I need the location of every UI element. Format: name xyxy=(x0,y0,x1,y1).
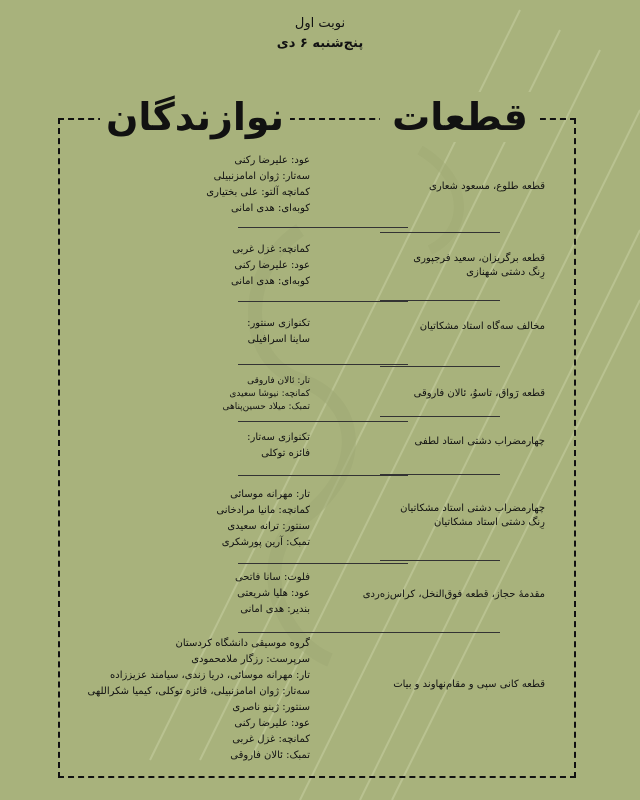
musician-line: تار: ئالان فاروقی xyxy=(247,376,310,386)
piece-line: مخالف سه‌گاه استاد مشکاتیان xyxy=(419,321,545,332)
divider xyxy=(380,416,500,417)
piece-line: قطعه رَواق، تاسوُ، ئالان فاروقی xyxy=(413,388,545,399)
divider xyxy=(238,227,408,228)
piece-line: قطعه کانی سپی و مقام‌نهاوند و بیات xyxy=(393,679,545,690)
piece-line: چهارمضراب دشتی استاد لطفی xyxy=(414,436,545,447)
piece-item xyxy=(330,320,545,334)
musician-line: کمانچه: مانیا مرادخانی xyxy=(216,505,310,516)
musician-group xyxy=(110,316,310,348)
musician-line: تار: مهرانه موسائی xyxy=(230,489,310,500)
musician-line: تار: مهرانه موسائی، دریا زندی، سیامند عزیززاده xyxy=(110,670,310,681)
concert-header xyxy=(0,14,640,54)
divider xyxy=(380,560,500,561)
musician-line: گروه موسیقی دانشگاه کردستان xyxy=(175,638,310,649)
musician-line: سنتور: ژینو ناصری xyxy=(232,702,310,713)
piece-item xyxy=(330,252,545,280)
session-date: پنج‌شنبه ۶ دی xyxy=(276,36,364,51)
musician-line: فلوت: سانا فاتحی xyxy=(234,572,310,583)
piece-item xyxy=(330,678,545,692)
musician-group xyxy=(110,242,310,290)
musician-group xyxy=(110,487,310,551)
musician-line: کمانچه: غزل غربی xyxy=(232,734,310,745)
musician-line: تمبک: میلاد حسین‌پناهی xyxy=(222,402,310,412)
musician-group xyxy=(110,430,310,462)
divider xyxy=(238,364,408,365)
musician-line: بندیر: هدی امانی xyxy=(240,604,310,615)
piece-item xyxy=(330,588,545,602)
musician-line: تکنوازی سه‌تار: xyxy=(247,432,310,443)
piece-line: قطعه طلوع، مسعود شعاری xyxy=(429,181,545,192)
piece-item xyxy=(330,502,545,530)
musician-group xyxy=(110,570,310,618)
divider xyxy=(238,563,408,564)
musician-line: عود: هلیا شریعتی xyxy=(237,588,310,599)
divider xyxy=(238,632,408,633)
piece-item xyxy=(330,387,545,401)
piece-item xyxy=(330,180,545,194)
piece-item xyxy=(330,435,545,449)
piece-line: قطعه برگریزان، سعید فرجپوری xyxy=(413,253,545,264)
musician-line: کوبه‌ای: هدی امانی xyxy=(230,203,310,214)
musicians-title: نوازندگان xyxy=(100,92,290,142)
musician-group xyxy=(110,375,310,414)
musician-line: کمانچه: نیوشا سعیدی xyxy=(229,389,310,399)
divider xyxy=(238,475,408,476)
piece-line: مقدمهٔ حجاز، قطعه فوق‌النخل، کراس‌زه‌ردی xyxy=(362,589,545,600)
session-label: نوبت اول xyxy=(294,16,346,31)
musician-line: کمانچه: غزل غربی xyxy=(232,244,310,255)
divider xyxy=(238,421,408,422)
musician-line: کمانچه آلتو: علی بختیاری xyxy=(206,187,310,198)
musician-line: فائزه توکلی xyxy=(261,448,310,459)
pieces-title: قطعات xyxy=(380,92,540,142)
musician-group xyxy=(110,153,310,217)
musician-line: ساینا اسرافیلی xyxy=(247,334,310,345)
musician-line: سرپرست: رزگار ملامحمودی xyxy=(191,654,310,665)
musician-group xyxy=(87,636,310,764)
musician-line: عود: علیرضا رکنی xyxy=(234,718,310,729)
musician-line: سه‌تار: ژوان امامزنبیلی، فائزه توکلی، کیمیا شکراللهی xyxy=(87,686,310,697)
musician-line: تمبک: آرین پورشکری xyxy=(221,537,310,548)
divider xyxy=(380,366,500,367)
musician-line: کوبه‌ای: هدی امانی xyxy=(230,276,310,287)
piece-line: رِنگ دشتی استاد مشکاتیان xyxy=(434,517,545,528)
musician-line: تکنوازی سنتور: xyxy=(247,318,310,329)
musician-line: تمبک: ئالان فاروقی xyxy=(230,750,310,761)
piece-line: چهارمضراب دشتی استاد مشکاتیان xyxy=(400,503,545,514)
piece-line: رِنگ دشتی شهنازی xyxy=(466,267,545,278)
musician-line: سه‌تار: ژوان امامزنبیلی xyxy=(213,171,310,182)
musician-line: عود: علیرضا رکنی xyxy=(234,260,310,271)
musician-line: سنتور: ترانه سعیدی xyxy=(227,521,310,532)
divider xyxy=(238,301,408,302)
divider xyxy=(380,232,500,233)
musician-line: عود: علیرضا رکنی xyxy=(234,155,310,166)
